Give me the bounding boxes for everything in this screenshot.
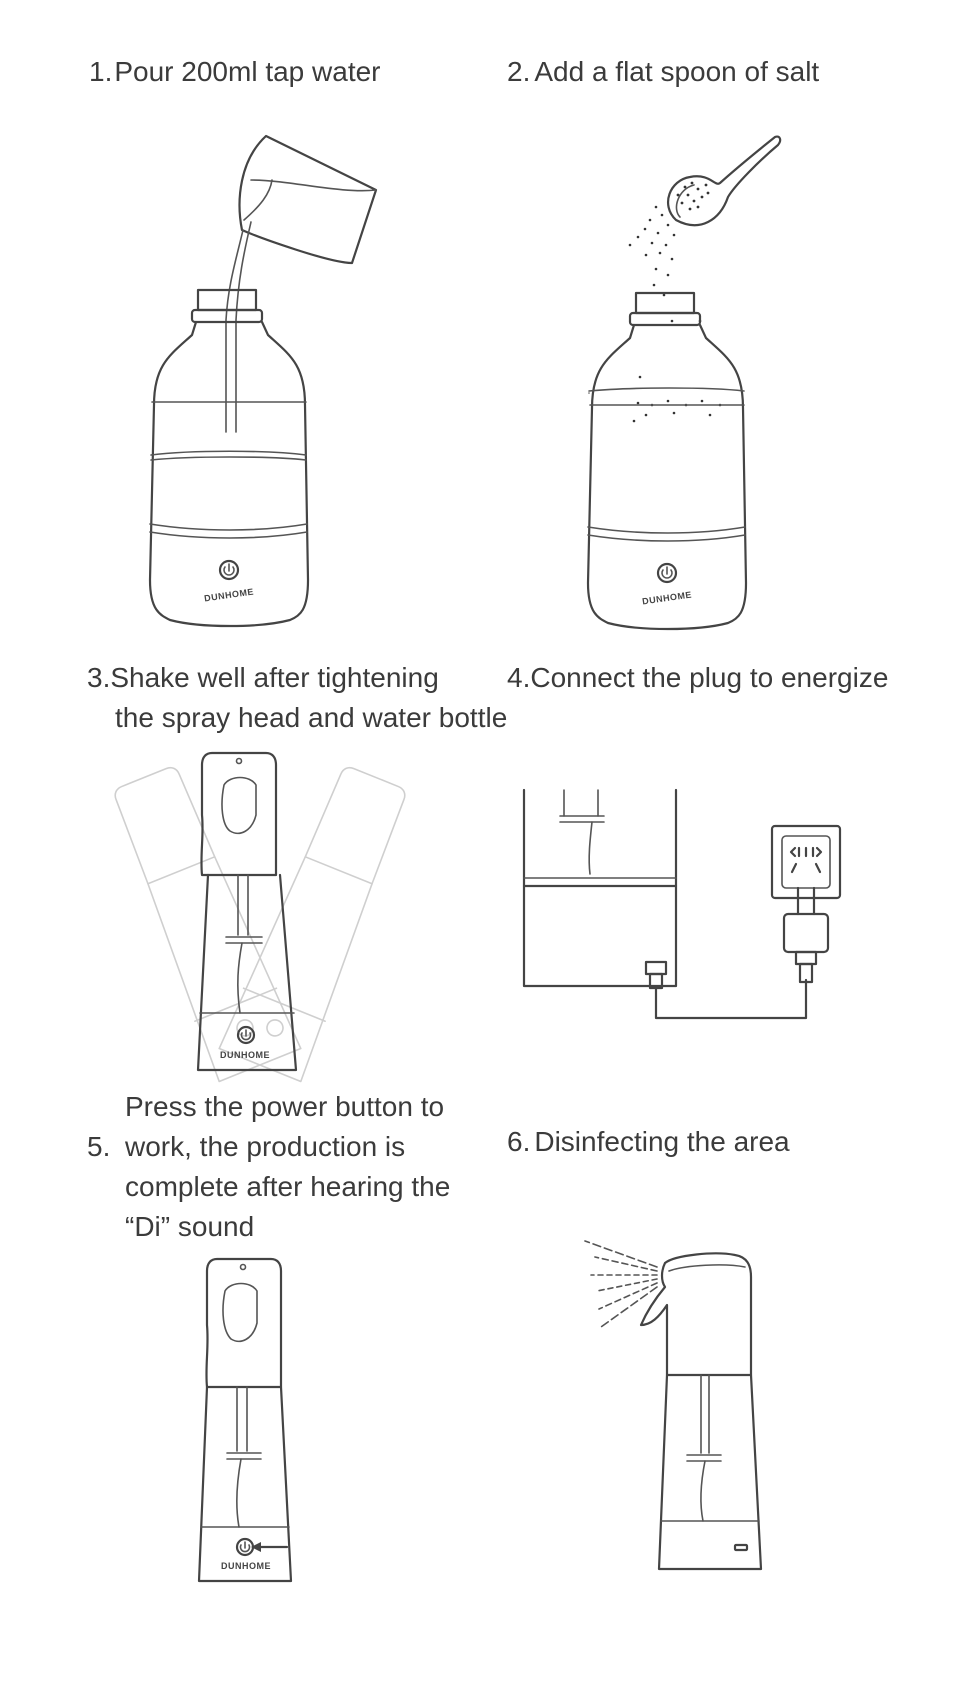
step-text-line-1: Press the power button to bbox=[125, 1091, 445, 1122]
wall-socket-icon bbox=[772, 826, 840, 898]
step-text: Add a flat spoon of salt bbox=[534, 56, 820, 87]
measuring-cup-icon bbox=[240, 136, 376, 263]
brand-label: DUNHOME bbox=[220, 1050, 270, 1060]
brand-label: DUNHOME bbox=[221, 1561, 271, 1571]
step-2-title bbox=[507, 52, 819, 92]
arrow-icon bbox=[251, 1542, 287, 1552]
adapter-plug-icon bbox=[784, 888, 828, 982]
step-text: Pour 200ml tap water bbox=[114, 56, 381, 87]
step-text: Disinfecting the area bbox=[534, 1126, 790, 1157]
step-3-illustration bbox=[100, 745, 420, 1075]
power-button-icon bbox=[658, 564, 676, 582]
step-2-illustration bbox=[590, 125, 810, 645]
step-number: 3. bbox=[87, 662, 111, 693]
step-5-illustration bbox=[195, 1255, 315, 1585]
brand-label: DUNHOME bbox=[641, 589, 693, 607]
step-number: 1. bbox=[89, 56, 113, 87]
step-text-line-3: complete after hearing the bbox=[125, 1171, 451, 1202]
step-5-title bbox=[87, 1087, 450, 1247]
bottle-icon bbox=[588, 293, 746, 629]
step-number: 5. bbox=[87, 1131, 111, 1162]
spoon-icon bbox=[668, 137, 780, 226]
step-1-title bbox=[89, 52, 381, 92]
step-1-illustration bbox=[140, 120, 400, 640]
step-4-illustration bbox=[520, 790, 860, 1030]
spray-bottle-icon bbox=[641, 1253, 761, 1569]
step-text: Connect the plug to energize bbox=[530, 662, 889, 693]
step-6-title bbox=[507, 1122, 790, 1162]
power-button-icon bbox=[220, 561, 238, 579]
bottle-icon bbox=[150, 290, 308, 626]
bottle-base-icon bbox=[524, 790, 676, 988]
step-3-title bbox=[87, 658, 507, 738]
step-number: 6. bbox=[507, 1126, 531, 1157]
step-text-line-1: Shake well after tightening bbox=[110, 662, 439, 693]
step-text-line-2: work, the production is bbox=[125, 1131, 406, 1162]
step-6-illustration bbox=[575, 1225, 775, 1585]
ghost-bottle-right bbox=[219, 761, 417, 1081]
step-text-line-4: “Di” sound bbox=[125, 1211, 255, 1242]
step-4-title bbox=[507, 658, 888, 698]
spray-bottle-icon bbox=[199, 1259, 291, 1581]
power-button-icon bbox=[237, 1539, 253, 1555]
step-number: 4. bbox=[507, 662, 531, 693]
brand-label: DUNHOME bbox=[203, 586, 255, 604]
step-text-line-2: the spray head and water bottle bbox=[115, 702, 508, 733]
cable bbox=[656, 980, 806, 1018]
step-number: 2. bbox=[507, 56, 531, 87]
